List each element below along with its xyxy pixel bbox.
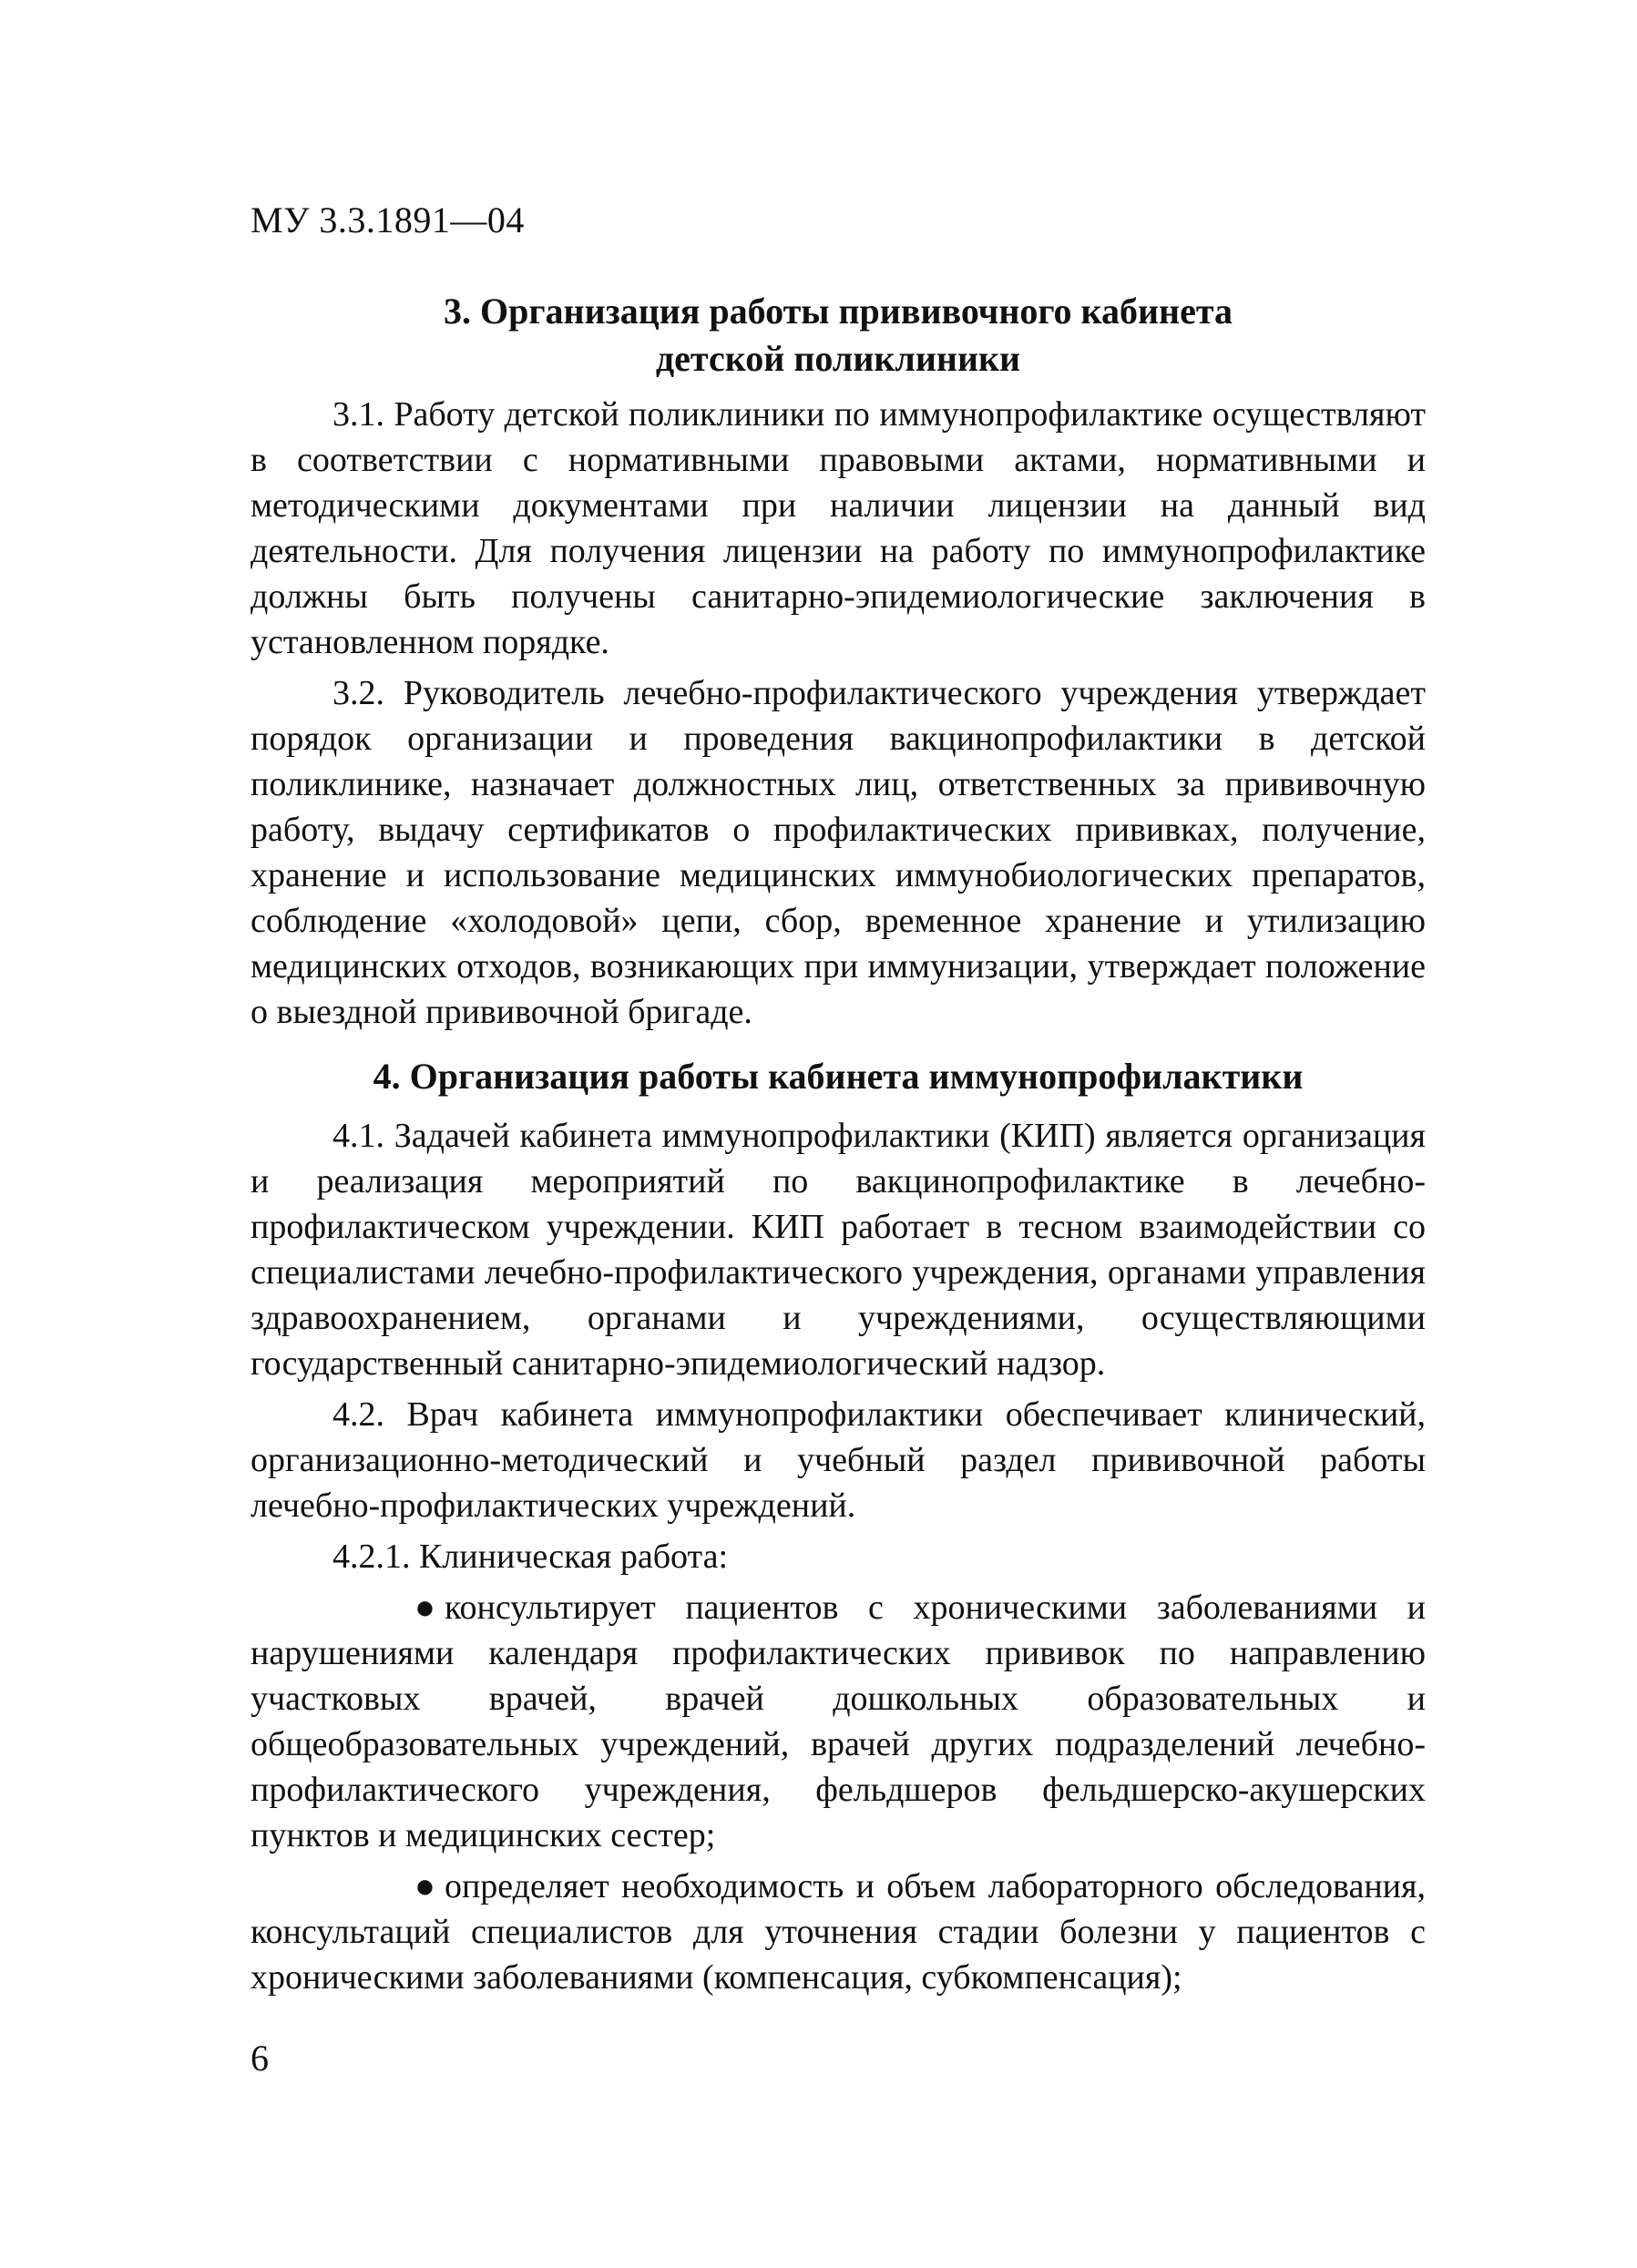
document-code: МУ 3.3.1891—04	[251, 199, 525, 240]
paragraph-3-1: 3.1. Работу детской поликлиники по иммунопрофилактике осуществляют в соответствии с нормативными правовыми актами, нормативными и методическими документами при наличии лицензии на данный вид деятельности. Для получения лицензии на работу по иммунопрофилактике должны быть получены санитарно-эпидемиологические заключения в установленном порядке.	[251, 395, 1426, 661]
paragraph-4-2: 4.2. Врач кабинета иммунопрофилактики обеспечивает клинический, организационно-методический и учебный раздел прививочной работы лечебно-профилактических учреждений.	[251, 1395, 1426, 1525]
page-number: 6	[251, 2038, 269, 2079]
bullet-item-1	[251, 1585, 1426, 1858]
paragraph-4-2-1: 4.2.1. Клиническая работа:	[333, 1538, 729, 1576]
section-3-heading-line-2: детской поликлиники	[655, 338, 1021, 379]
section-3-heading	[251, 288, 1426, 383]
section-3-heading-line-1: 3. Организация работы прививочного кабинета	[444, 291, 1233, 332]
paragraph-4-1: 4.1. Задачей кабинета иммунопрофилактики (КИП) является организация и реализация мероприятий по вакцинопрофилактике в лечебно-профилактическом учреждении. КИП работает в тесном взаимодействии со специалистами лечебно-профилактического учреждения, органами управления здравоохранением, органами и учреждениями, осуществляющими государственный санитарно-эпидемиологический надзор.	[251, 1117, 1426, 1383]
page-content	[251, 288, 1426, 2006]
bullet-item-1-text: консультирует пациентов с хроническими заболеваниями и нарушениями календаря профилактических прививок по направлению участковых врачей, врачей дошкольных образовательных и общеобразовательных учреждений, врачей других подразделений лечебно-профилактического учреждения, фельдшеров фельдшерско-акушерских пунктов и медицинских сестер;	[251, 1589, 1426, 1854]
bullet-dot-icon: ●	[414, 1589, 435, 1627]
bullet-item-2-text: определяет необходимость и объем лабораторного обследования, консультаций специалистов для уточнения стадии болезни у пациентов с хроническими заболеваниями (компенсация, субкомпенсация);	[251, 1867, 1426, 1997]
bullet-item-2	[251, 1864, 1426, 2000]
section-4-heading: 4. Организация работы кабинета иммунопрофилактики	[373, 1056, 1304, 1097]
paragraph-3-2: 3.2. Руководитель лечебно-профилактического учреждения утверждает порядок организации и проведения вакцинопрофилактики в детской поликлинике, назначает должностных лиц, ответственных за прививочную работу, выдачу сертификатов о профилактических прививках, получение, хранение и использование медицинских иммунобиологических препаратов, соблюдение «холодовой» цепи, сбор, временное хранение и утилизацию медицинских отходов, возникающих при иммунизации, утверждает положение о выездной прививочной бригаде.	[251, 674, 1426, 1031]
bullet-dot-icon: ●	[414, 1867, 435, 1905]
